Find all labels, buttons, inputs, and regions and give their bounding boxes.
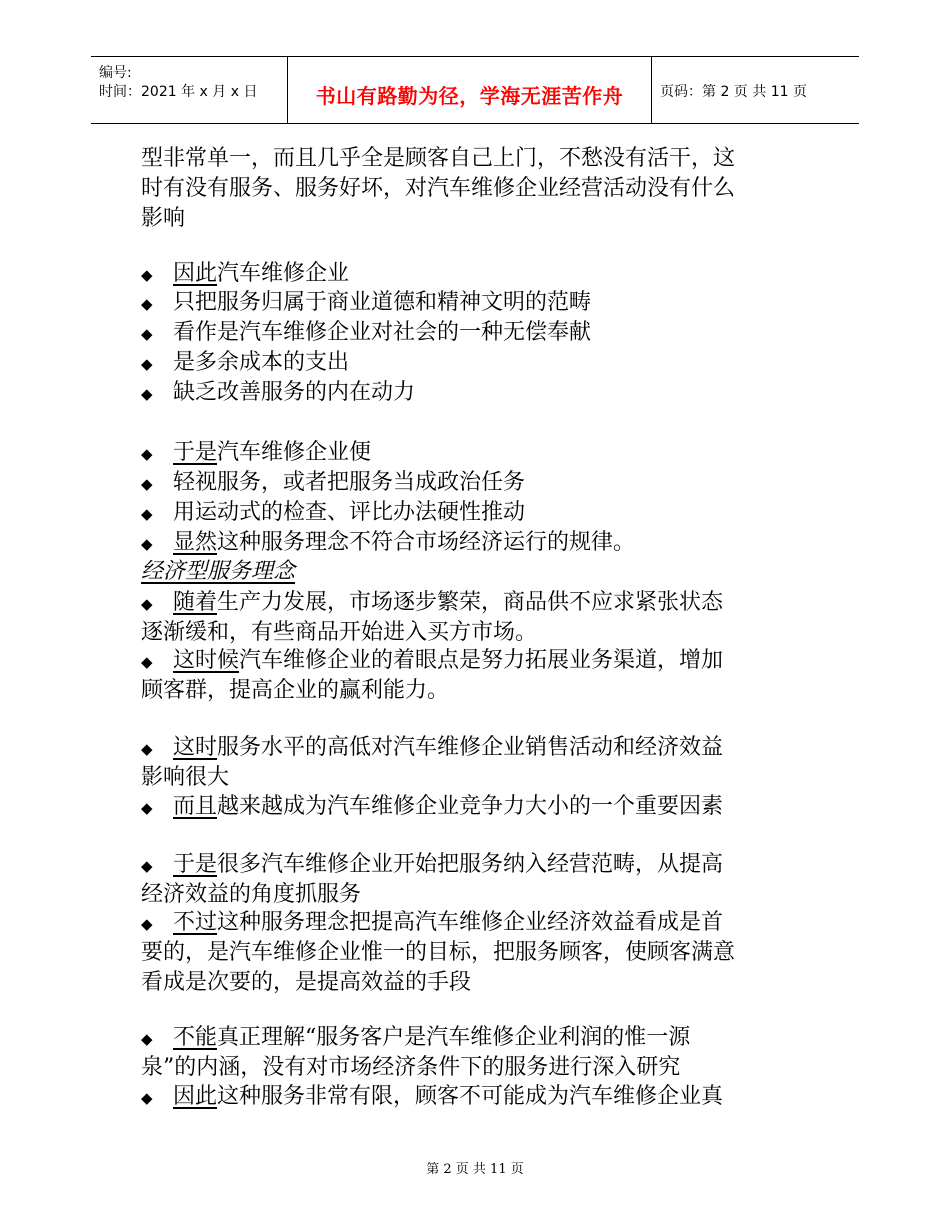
bullet-text: 服务水平的高低对汽车维修企业销售活动和经济效益 [217, 735, 724, 760]
bullet-icon: ◆ [141, 475, 153, 493]
bullet-text: 生产力发展，市场逐步繁荣，商品供不应求紧张状态 [217, 590, 724, 615]
bullet-icon: ◆ [141, 325, 153, 343]
bullet-item: 看作是汽车维修企业对社会的一种无偿奉献 [173, 320, 592, 345]
bullet-icon: ◆ [141, 295, 153, 313]
underlined-lead: 随着 [173, 590, 218, 615]
bullet-text: 汽车维修企业 [217, 261, 350, 286]
underlined-lead: 显然 [173, 530, 218, 555]
bullet-icon: ◆ [141, 1089, 153, 1107]
continuation-line: 经济效益的角度抓服务 [141, 882, 362, 907]
bullet-item [173, 792, 723, 822]
bullet-item [173, 908, 723, 938]
continuation-line: 逐渐缓和，有些商品开始进入买方市场。 [141, 620, 538, 645]
bullet-item [173, 646, 723, 676]
bullet-item [173, 733, 723, 763]
continuation-line: 要的，是汽车维修企业惟一的目标，把服务顾客，使顾客满意 [141, 940, 736, 965]
bullet-item: 用运动式的检查、评比办法硬性推动 [173, 500, 526, 525]
bullet-icon: ◆ [141, 355, 153, 373]
bullet-icon: ◆ [141, 505, 153, 523]
bullet-icon: ◆ [141, 740, 153, 758]
bullet-item [173, 1023, 690, 1053]
bullet-icon: ◆ [141, 445, 153, 463]
underlined-lead: 不能 [173, 1025, 218, 1050]
bullet-text: 这种服务非常有限，顾客不可能成为汽车维修企业真 [217, 1084, 724, 1109]
time-label: 时间：2021 年 x 月 x 日 [99, 84, 258, 100]
bullet-icon: ◆ [141, 1030, 153, 1048]
header-motto: 书山有路勤为径，学海无涯苦作舟 [315, 84, 624, 108]
underlined-lead: 因此 [173, 261, 218, 286]
underlined-lead: 而且 [173, 794, 218, 819]
bullet-text: 汽车维修企业便 [217, 440, 372, 465]
bullet-item [173, 850, 723, 880]
underlined-lead: 于是 [173, 440, 218, 465]
continuation-line: 泉”的内涵，没有对市场经济条件下的服务进行深入研究 [141, 1055, 681, 1080]
underlined-lead: 不过 [173, 910, 218, 935]
continuation-line: 影响很大 [141, 765, 230, 790]
bullet-item [173, 1082, 723, 1112]
bullet-item [173, 438, 371, 468]
bullet-item: 是多余成本的支出 [173, 350, 350, 375]
underlined-lead: 因此 [173, 1084, 218, 1109]
bullet-icon: ◆ [141, 535, 153, 553]
bullet-icon: ◆ [141, 653, 153, 671]
bullet-item [173, 588, 723, 618]
bullet-icon: ◆ [141, 799, 153, 817]
intro-line: 时有没有服务、服务好坏，对汽车维修企业经营活动没有什么 [141, 176, 736, 201]
bullet-icon: ◆ [141, 595, 153, 613]
intro-line: 型非常单一，而且几乎全是顾客自己上门，不愁没有活干，这 [141, 146, 736, 171]
continuation-line: 顾客群，提高企业的赢利能力。 [141, 678, 450, 703]
number-label: 编号: [99, 65, 132, 81]
bullet-text: 越来越成为汽车维修企业竞争力大小的一个重要因素 [217, 794, 724, 819]
bullet-item: 只把服务归属于商业道德和精神文明的范畴 [173, 290, 592, 315]
bullet-item: 轻视服务，或者把服务当成政治任务 [173, 470, 526, 495]
bullet-text: 汽车维修企业的着眼点是努力拓展业务渠道，增加 [239, 648, 724, 673]
bullet-text: 真正理解“服务客户是汽车维修企业利润的惟一源 [217, 1025, 691, 1050]
bullet-icon: ◆ [141, 385, 153, 403]
bullet-item [173, 259, 349, 289]
bullet-icon: ◆ [141, 915, 153, 933]
bullet-item: 缺乏改善服务的内在动力 [173, 380, 416, 405]
intro-line: 影响 [141, 206, 186, 231]
bullet-text: 很多汽车维修企业开始把服务纳入经营范畴，从提高 [217, 852, 724, 877]
bullet-item [173, 528, 635, 558]
bullet-icon: ◆ [141, 857, 153, 875]
bullet-text: 这种服务理念把提高汽车维修企业经济效益看成是首 [217, 910, 724, 935]
continuation-line: 看成是次要的，是提高效益的手段 [141, 970, 472, 995]
underlined-lead: 这时候 [173, 648, 240, 673]
underlined-lead: 于是 [173, 852, 218, 877]
section-heading: 经济型服务理念 [141, 559, 296, 584]
bullet-text: 这种服务理念不符合市场经济运行的规律。 [217, 530, 636, 555]
header-page-info: 页码：第 2 页 共 11 页 [660, 84, 807, 100]
bullet-icon: ◆ [141, 266, 153, 284]
underlined-lead: 这时 [173, 735, 218, 760]
page-footer: 第 2 页 共 11 页 [426, 1162, 524, 1177]
